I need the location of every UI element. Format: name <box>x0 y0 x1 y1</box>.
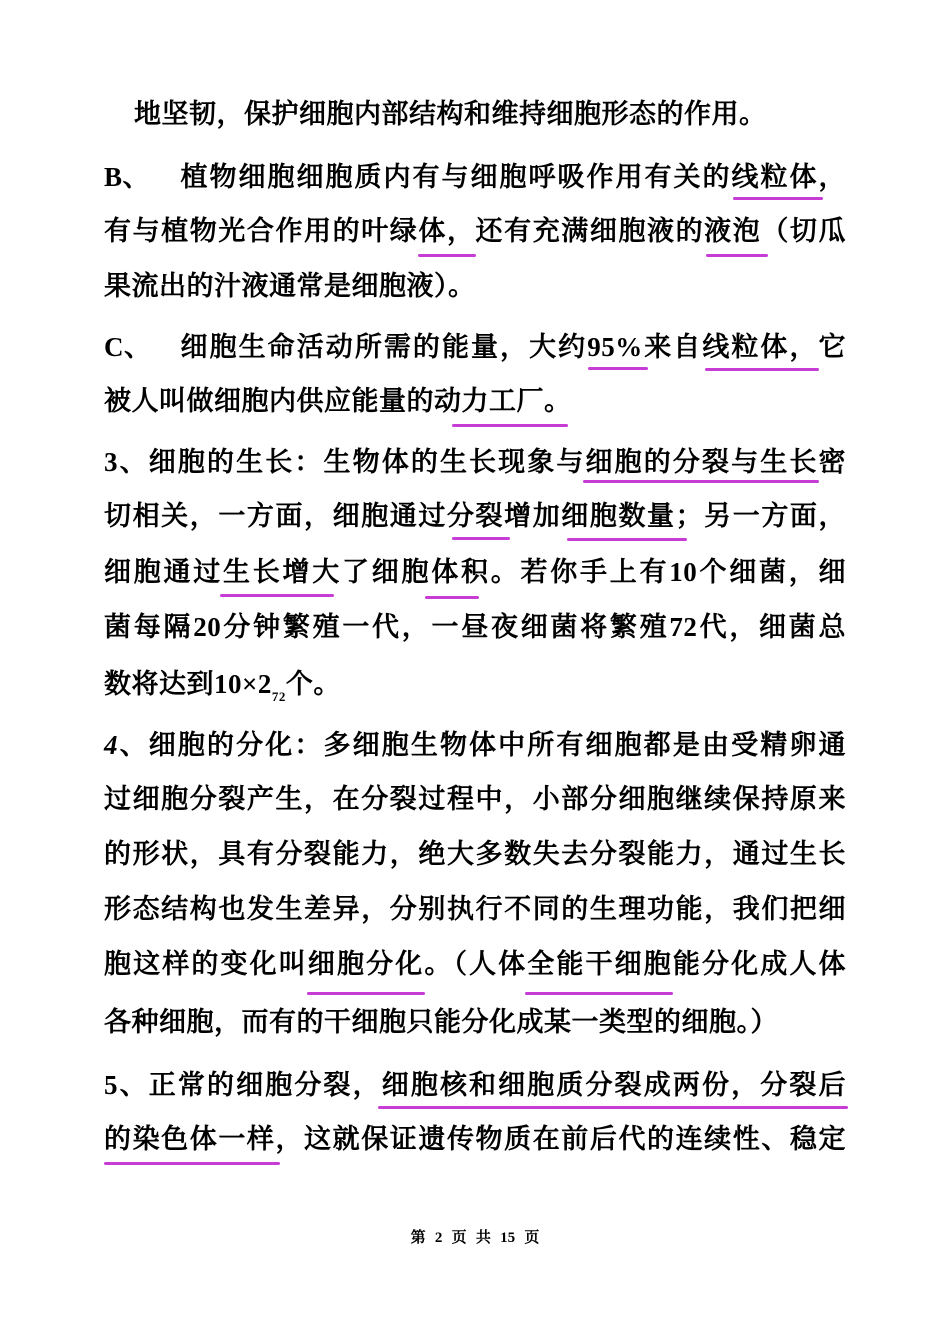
underline-mark <box>220 594 334 597</box>
text-line-16: 胞这样的变化叫细胞分化。（人体全能干细胞能分化成人体 <box>104 949 846 980</box>
text-line-14: 的形状，具有分裂能力，绝大多数失去分裂能力，通过生长 <box>104 839 846 870</box>
text-line-17: 各种细胞，而有的干细胞只能分化成某一类型的细胞。） <box>104 1007 778 1038</box>
underline-mark <box>452 537 510 540</box>
underline-mark <box>104 1162 280 1165</box>
underline-mark <box>425 596 479 599</box>
text-line-7: 3、细胞的生长：生物体的生长现象与细胞的分裂与生长密 <box>104 447 846 478</box>
text-line-10: 菌每隔20分钟繁殖一代，一昼夜细菌将繁殖72代，细菌总 <box>104 612 847 643</box>
underline-mark <box>567 538 687 541</box>
item-label-c: C、 <box>104 332 152 362</box>
underline-mark <box>706 254 768 257</box>
text-line-1: 地坚韧，保护细胞内部结构和维持细胞形态的作用。 <box>134 99 767 130</box>
underline-mark <box>588 367 648 370</box>
text-line-18: 5、正常的细胞分裂，细胞核和细胞质分裂成两份，分裂后 <box>104 1070 846 1101</box>
underline-mark <box>418 254 476 257</box>
text-line-6: 被人叫做细胞内供应能量的动力工厂。 <box>104 386 572 417</box>
text-line-9: 细胞通过生长增大了细胞体积。若你手上有10个细菌，细 <box>104 557 846 588</box>
underline-mark <box>525 992 673 995</box>
page-number: 2 <box>434 1230 443 1246</box>
underline-mark <box>378 1106 848 1109</box>
text-line-15: 形态结构也发生差异，分别执行不同的生理功能，我们把细 <box>104 894 846 925</box>
text-line-5: C、 细胞生命活动所需的能量，大约95%来自线粒体，它 <box>104 332 847 363</box>
text-line-8: 切相关，一方面，细胞通过分裂增加细胞数量；另一方面， <box>104 501 846 532</box>
underline-mark <box>307 992 425 995</box>
text-line-19: 的染色体一样，这就保证遗传物质在前后代的连续性、稳定 <box>104 1124 846 1155</box>
page-footer: 第 2 页 共 15 页 <box>410 1228 540 1246</box>
text-line-4: 果流出的汁液通常是细胞液）。 <box>104 271 476 302</box>
text-line-3: 有与植物光合作用的叶绿体，还有充满细胞液的液泡（切瓜 <box>104 216 846 247</box>
text-line-2: B、 植物细胞细胞质内有与细胞呼吸作用有关的线粒体， <box>104 162 846 193</box>
underline-mark <box>705 368 819 371</box>
text-line-13: 过细胞分裂产生，在分裂过程中，小部分细胞继续保持原来 <box>104 784 846 815</box>
page-total: 15 <box>500 1230 516 1246</box>
underline-mark <box>733 197 823 200</box>
underline-mark <box>583 480 819 483</box>
text-line-11: 数将达到$10\times 2_{72}$个。 <box>104 669 341 704</box>
underline-mark <box>452 424 568 427</box>
item-label-b: B、 <box>104 162 151 192</box>
text-line-12: 4、细胞的分化：多细胞生物体中所有细胞都是由受精卵通 <box>104 730 846 761</box>
